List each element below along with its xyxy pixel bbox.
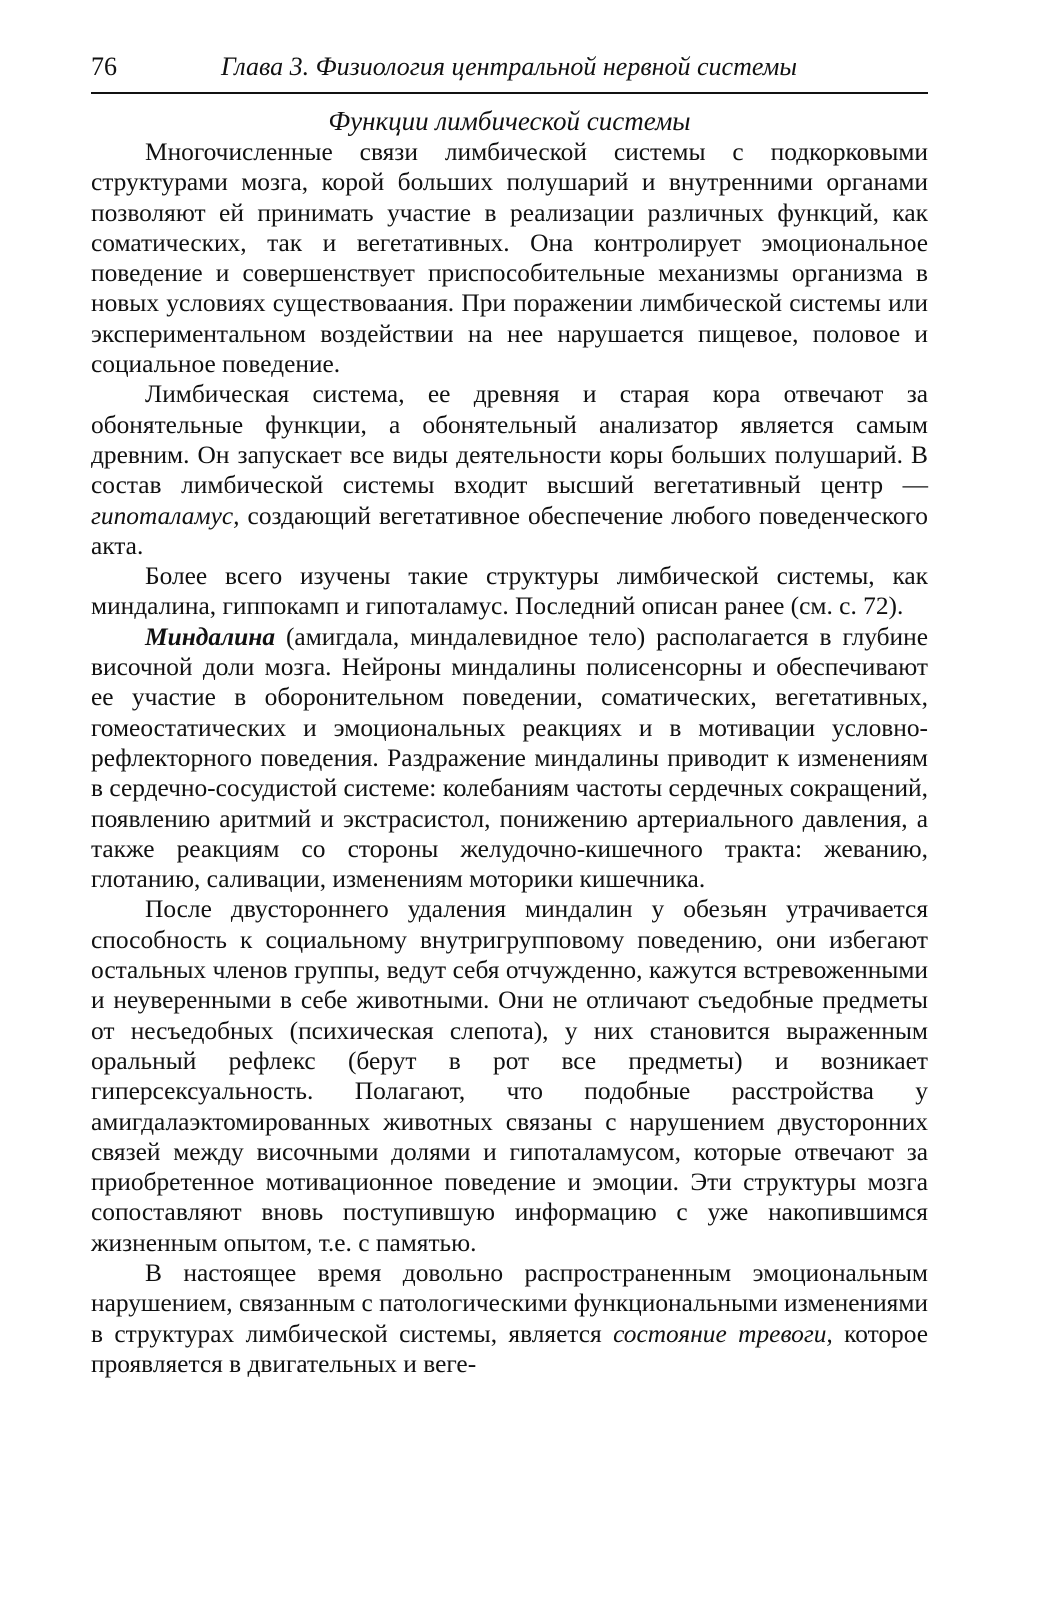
paragraph-3 — [91, 561, 928, 622]
paragraph-4-text: (амигдала, миндалевидное тело) располагается в глубине височной доли мозга. Нейроны миндалины полисенсорны и обеспечивают ее участие в оборонительном поведении, соматических, вегетативных, гомеостатических и эмоциональных реакциях и в мотивации условно-рефлекторного поведения. Раздражение миндалины приводит к изменениям в сердечно-сосудистой системе: колебаниям частоты сердечных сокращений, появлению аритмий и экстрасистол, понижению артериального давления, а также реакциям со стороны желудочно-кишечного тракта: жеванию, глотанию, саливации, изменениям моторики кишечника. — [91, 622, 928, 894]
book-page — [91, 52, 928, 1379]
body-text — [91, 137, 928, 1379]
paragraph-6-text-a: В настоящее время довольно распространенным эмоциональным нарушением, связанным с патологическими функциональными изменениями в структурах лимбической системы, является — [91, 1258, 928, 1348]
paragraph-6-text-b: которое проявляется в двигательных и веге- — [91, 1319, 928, 1378]
section-title: Функции лимбической системы — [328, 106, 691, 136]
paragraph-1 — [91, 137, 928, 379]
term-amygdala: Миндалина — [145, 622, 276, 651]
paragraph-5 — [91, 894, 928, 1258]
paragraph-2-text-b: создающий вегетативное обеспечение любого поведенческого акта. — [91, 501, 928, 560]
paragraph-6 — [91, 1258, 928, 1379]
paragraph-2-text-a: Лимбическая система, ее древняя и старая кора отвечают за обонятельные функции, а обонятельный анализатор является самым древним. Он запускает все виды деятельности коры больших полушарий. В состав лимбической системы входит высший вегетативный центр — — [91, 380, 928, 500]
term-hypothalamus: гипоталамус, — [91, 501, 240, 530]
chapter-title: Глава 3. Физиология центральной нервной системы — [221, 52, 797, 81]
paragraph-5-text: После двустороннего удаления миндалин у обезьян утрачивается способность к социальному внутригрупповому поведению, они избегают остальных членов группы, ведут себя отчужденно, кажутся встревоженными и неуверенными в себе животными. Они не отличают съедобные предметы от несъедобных (психическая слепота), у них становится выраженным оральный рефлекс (берут в рот все предметы) и возникает гиперсексуальность. Полагают, что подобные расстройства у амигдалаэктомированных животных связаны с нарушением двусторонних связей между височными долями и гипоталамусом, которые отвечают за приобретенное мотивационное поведение и эмоции. Эти структуры мозга сопоставляют вновь поступившую информацию с уже накопившимся жизненным опытом, т.е. с памятью. — [91, 895, 928, 1257]
paragraph-1-text: Многочисленные связи лимбической системы с подкорковыми структурами мозга, корой больших полушарий и внутренними органами позволяют ей принимать участие в реализации различных функций, как соматических, так и вегетативных. Она контролирует эмоциональное поведение и совершенствует приспособительные механизмы организма в новых условиях существоваания. При поражении лимбической системы или экспериментальном воздействии на нее нарушается пищевое, половое и социальное поведение. — [91, 138, 928, 379]
paragraph-4 — [91, 622, 928, 895]
term-anxiety-state: состояние тревоги, — [613, 1319, 833, 1348]
running-head — [91, 52, 928, 94]
paragraph-2 — [91, 379, 928, 561]
page-number: 76 — [91, 52, 117, 81]
paragraph-3-text: Более всего изучены такие структуры лимбической системы, как миндалина, гиппокамп и гипоталамус. Последний описан ранее (см. с. 72). — [91, 562, 928, 621]
